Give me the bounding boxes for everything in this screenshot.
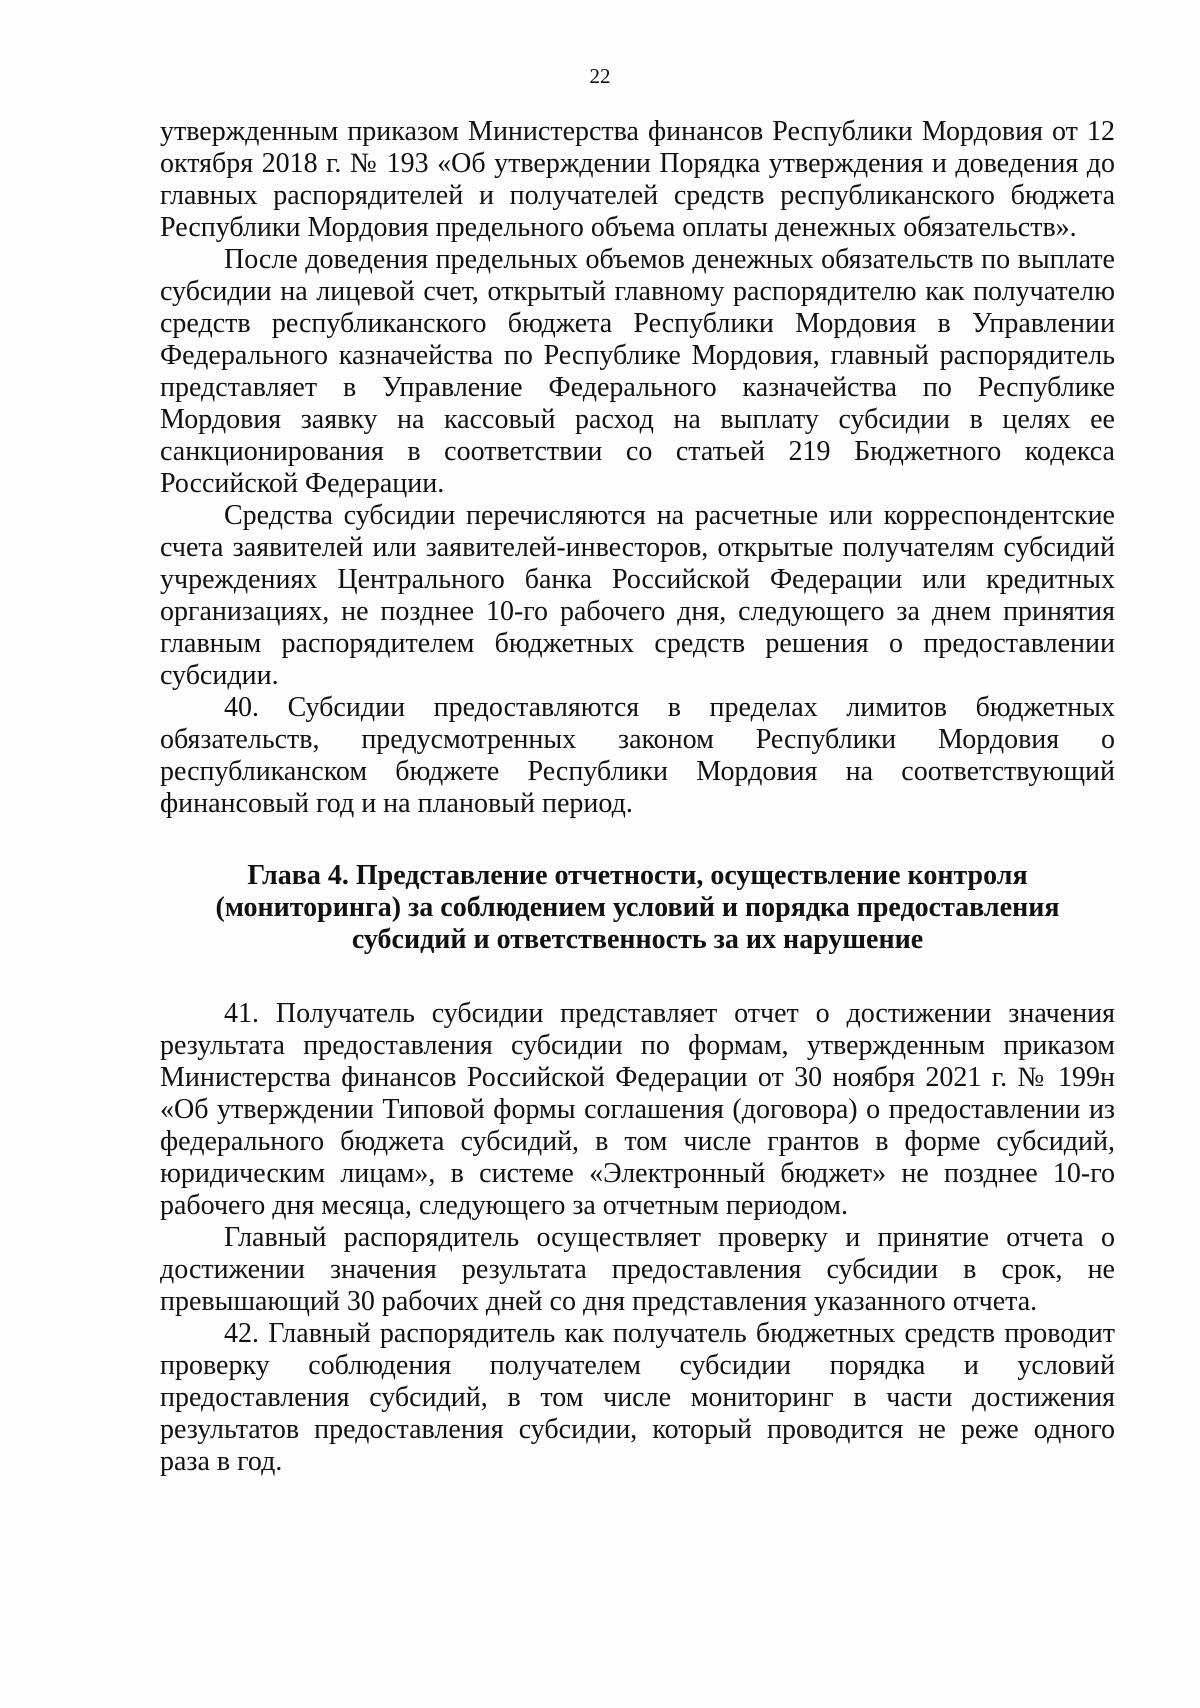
paragraph: После доведения предельных объемов денежных обязательств по выплате субсидии на лицевой счет, открытый главному распорядителю как получателю средств республиканского бюджета Республики Мордовия в Управлении Федерального казначейства по Республике Мордовия, главный распорядитель представляет в Управление Федерального казначейства по Республике Мордовия заявку на кассовый расход на выплату субсидии в целях ее санкционирования в соответствии со статьей 219 Бюджетного кодекса Российской Федерации. [160,244,1115,499]
page-number: 22 [589,64,611,88]
chapter-heading [160,860,1115,956]
chapter-heading-line: (мониторинга) за соблюдением условий и порядка предоставления [215,892,1060,923]
paragraph-item-40: 40. Субсидии предоставляются в пределах лимитов бюджетных обязательств, предусмотренных законом Республики Мордовия о республиканском бюджете Республики Мордовия на соответствующий финансовый год и на плановый период. [160,692,1115,819]
chapter-heading-line: Глава 4. Представление отчетности, осуществление контроля [247,860,1028,891]
paragraph-item-41: 41. Получатель субсидии представляет отчет о достижении значения результата предоставления субсидии по формам, утвержденным приказом Министерства финансов Российской Федерации от 30 ноября 2021 г. № 199н «Об утверждении Типовой формы соглашения (договора) о предоставлении из федерального бюджета субсидий, в том числе грантов в форме субсидий, юридическим лицам», в системе «Электронный бюджет» не позднее 10-го рабочего дня месяца, следующего за отчетным периодом. [160,998,1115,1221]
paragraph-item-42: 42. Главный распорядитель как получатель бюджетных средств проводит проверку соблюдения получателем субсидии порядка и условий предоставления субсидий, в том числе мониторинг в части достижения результатов предоставления субсидии, который проводится не реже одного раза в год. [160,1318,1115,1477]
paragraph: утвержденным приказом Министерства финансов Республики Мордовия от 12 октября 2018 г. № 193 «Об утверждении Порядка утверждения и доведения до главных распорядителей и получателей средств республиканского бюджета Республики Мордовия предельного объема оплаты денежных обязательств». [160,116,1115,243]
document-body [160,116,1115,1478]
paragraph: Главный распорядитель осуществляет проверку и принятие отчета о достижении значения результата предоставления субсидии в срок, не превышающий 30 рабочих дней со дня представления указанного отчета. [160,1222,1115,1317]
paragraph: Средства субсидии перечисляются на расчетные или корреспондентские счета заявителей или заявителей-инвесторов, открытые получателям субсидий учреждениях Центрального банка Российской Федерации или кредитных организациях, не позднее 10-го рабочего дня, следующего за днем принятия главным распорядителем бюджетных средств решения о предоставлении субсидии. [160,500,1115,691]
chapter-heading-line: субсидий и ответственность за их нарушение [351,924,924,955]
